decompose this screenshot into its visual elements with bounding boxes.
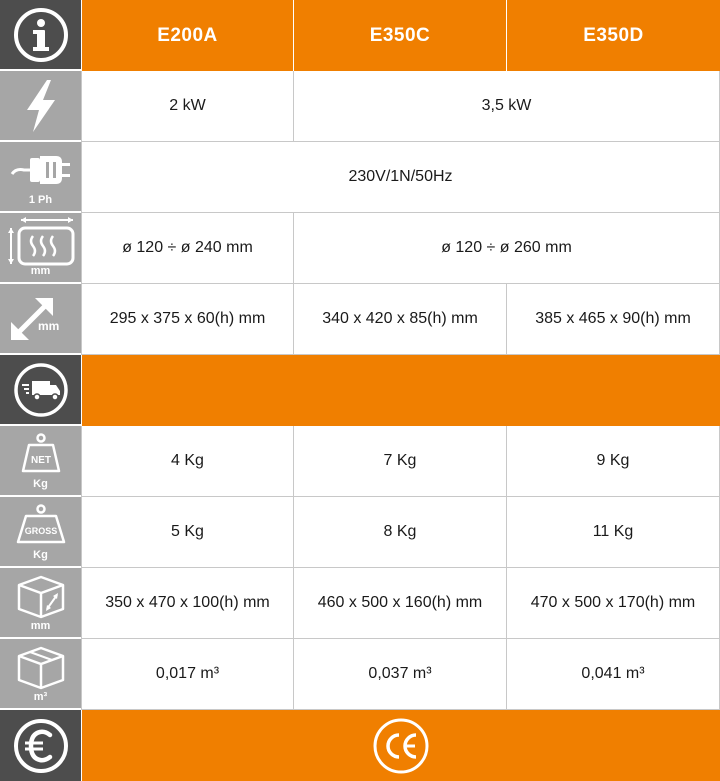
net-weight-row xyxy=(0,426,720,497)
ce-mark-icon xyxy=(371,716,431,776)
box-volume-icon xyxy=(15,644,67,692)
package-unit-label: mm xyxy=(30,620,51,632)
volume-e200a: 0,017 m³ xyxy=(81,639,293,710)
power-row xyxy=(0,71,720,142)
net-weight-unit-label: Kg xyxy=(33,478,48,490)
diameter-row xyxy=(0,213,720,284)
model-header-e350c: E350C xyxy=(293,0,506,71)
plug-icon-cell xyxy=(0,142,81,213)
package-dimensions-icon-cell xyxy=(0,568,81,639)
diameter-value-e200a: ø 120 ÷ ø 240 mm xyxy=(81,213,293,284)
shipping-row xyxy=(0,355,720,426)
dimensions-unit-label: mm xyxy=(38,319,60,333)
dimensions-value-e200a: 295 x 375 x 60(h) mm xyxy=(81,284,293,355)
volume-e350d: 0,041 m³ xyxy=(506,639,720,710)
power-icon-cell xyxy=(0,71,81,142)
net-weight-e350c: 7 Kg xyxy=(293,426,506,497)
net-weight-e200a: 4 Kg xyxy=(81,426,293,497)
diameter-unit-label: mm xyxy=(30,265,51,277)
heating-plate-icon xyxy=(5,216,77,268)
info-icon xyxy=(12,6,70,64)
model-header-e350d: E350D xyxy=(506,0,720,71)
weight-net-icon xyxy=(19,433,63,473)
package-dimensions-e350c: 460 x 500 x 160(h) mm xyxy=(293,568,506,639)
shipping-section-bar xyxy=(81,355,720,426)
box-dimensions-icon xyxy=(15,573,67,621)
diameter-icon-cell xyxy=(0,213,81,284)
dimensions-value-e350d: 385 x 465 x 90(h) mm xyxy=(506,284,720,355)
lightning-icon xyxy=(21,78,61,134)
dimensions-icon-cell xyxy=(0,284,81,355)
dimensions-row xyxy=(0,284,720,355)
gross-weight-e350d: 11 Kg xyxy=(506,497,720,568)
volume-unit-label: m³ xyxy=(33,691,48,703)
net-weight-icon-cell xyxy=(0,426,81,497)
plug-phase-label: 1 Ph xyxy=(28,194,53,206)
shipping-icon-cell xyxy=(0,355,81,426)
gross-weight-icon-cell xyxy=(0,497,81,568)
package-dimensions-row xyxy=(0,568,720,639)
dimensions-value-e350c: 340 x 420 x 85(h) mm xyxy=(293,284,506,355)
gross-weight-e350c: 8 Kg xyxy=(293,497,506,568)
price-row xyxy=(0,710,720,781)
euro-icon xyxy=(12,717,70,775)
package-dimensions-e350d: 470 x 500 x 170(h) mm xyxy=(506,568,720,639)
delivery-truck-icon xyxy=(12,361,70,419)
voltage-value: 230V/1N/50Hz xyxy=(81,142,720,213)
net-weight-e350d: 9 Kg xyxy=(506,426,720,497)
plug-icon xyxy=(10,150,72,190)
gross-weight-unit-label: Kg xyxy=(33,549,48,561)
header-row xyxy=(0,0,720,71)
net-label: NET xyxy=(30,454,51,466)
diameter-value-e350: ø 120 ÷ ø 260 mm xyxy=(293,213,720,284)
price-icon-cell xyxy=(0,710,81,781)
gross-weight-row xyxy=(0,497,720,568)
volume-icon-cell xyxy=(0,639,81,710)
gross-label: GROSS xyxy=(24,525,57,536)
info-cell xyxy=(0,0,81,71)
power-value-e200a: 2 kW xyxy=(81,71,293,142)
ce-mark-cell xyxy=(81,710,720,781)
power-value-e350: 3,5 kW xyxy=(293,71,720,142)
gross-weight-e200a: 5 Kg xyxy=(81,497,293,568)
model-header-e200a: E200A xyxy=(81,0,293,71)
volume-e350c: 0,037 m³ xyxy=(293,639,506,710)
weight-gross-icon xyxy=(14,504,68,544)
voltage-row xyxy=(0,142,720,213)
volume-row xyxy=(0,639,720,710)
package-dimensions-e200a: 350 x 470 x 100(h) mm xyxy=(81,568,293,639)
